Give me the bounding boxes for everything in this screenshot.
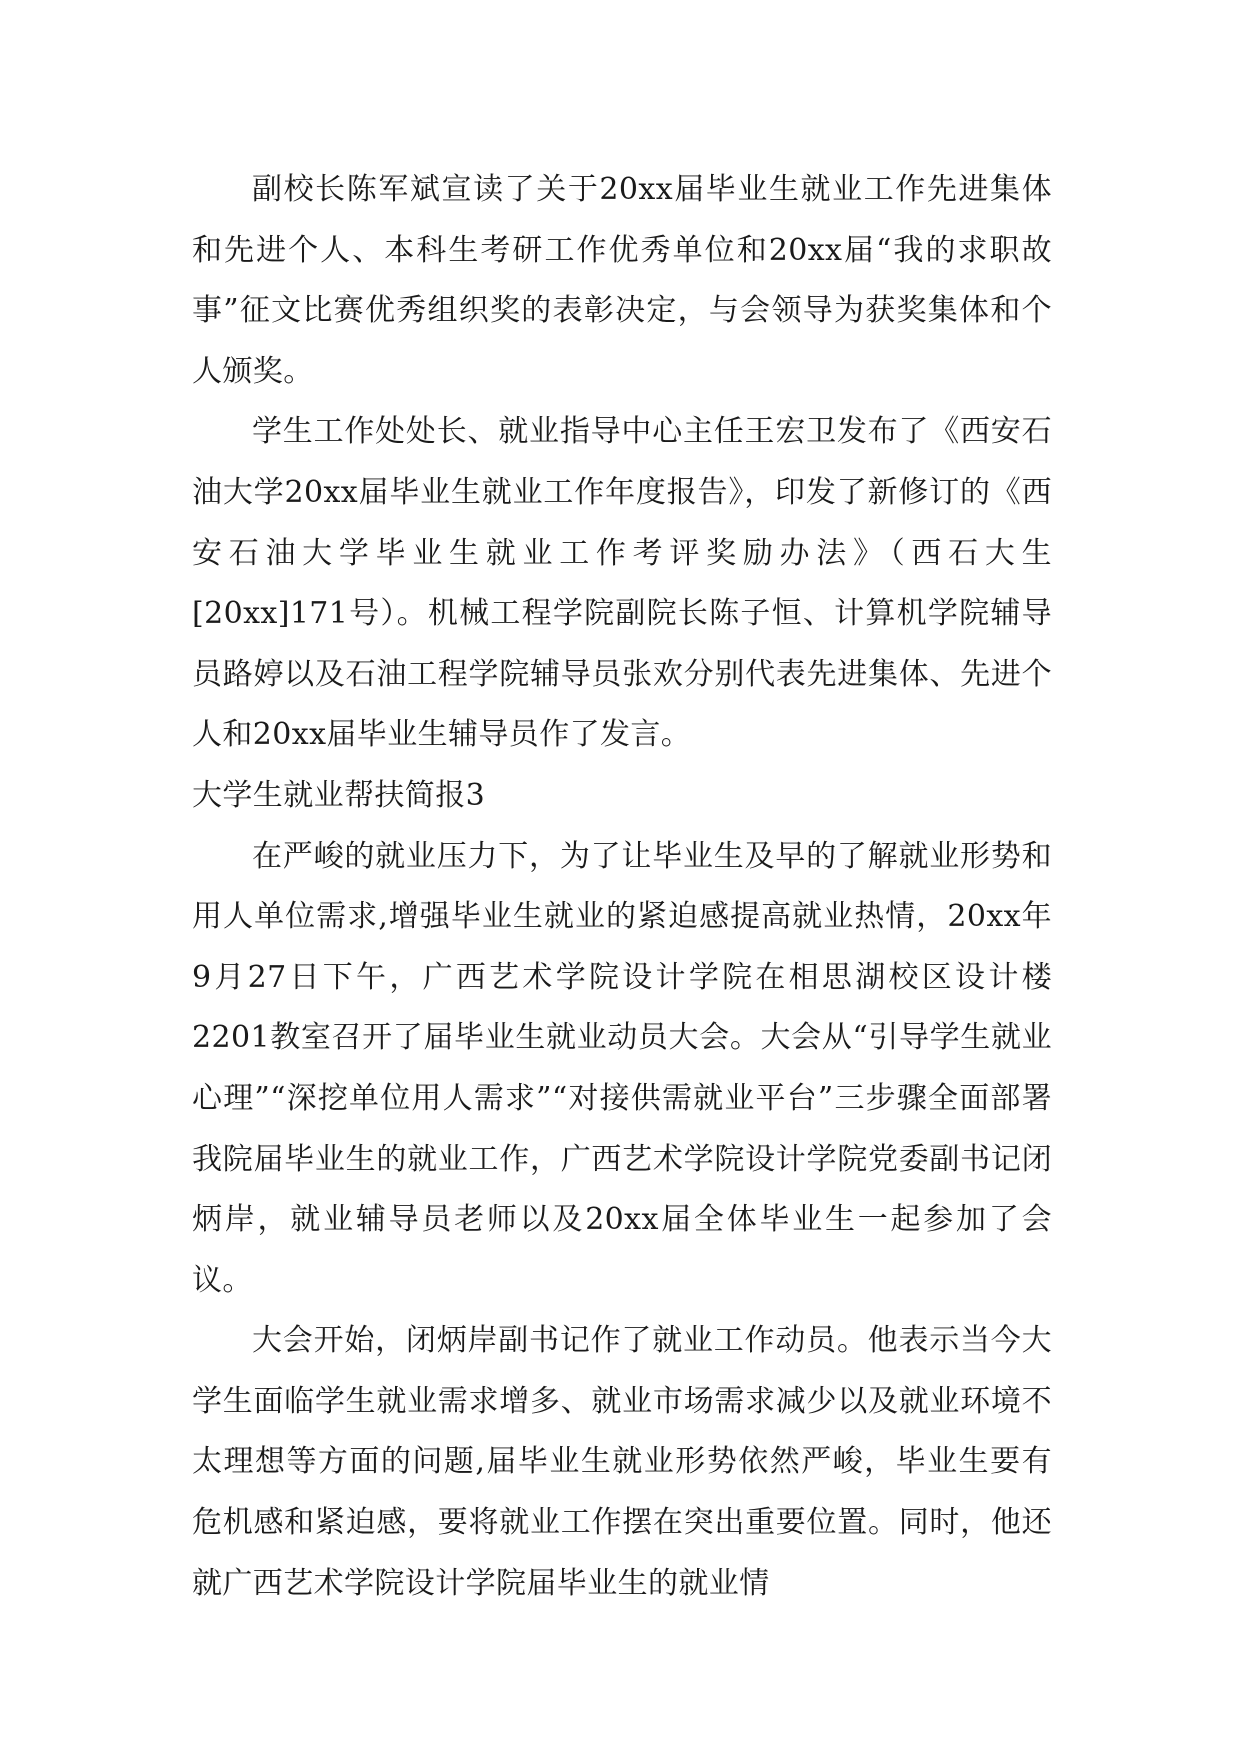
paragraph-mobilization-meeting: 在严峻的就业压力下，为了让毕业生及早的了解就业形势和用人单位需求,增强毕业生就业的紧迫感提高就业热情，20xx年9月27日下午，广西艺术学院设计学院在相思湖校区设计楼2201教室召开了届毕业生就业动员大会。大会从“引导学生就业心理”“深挖单位用人需求”“对接供需就业平台”三步骤全面部署我院届毕业生的就业工作，广西艺术学院设计学院党委副书记闭炳岸，就业辅导员老师以及20xx届全体毕业生一起参加了会议。: [192, 838, 1052, 1298]
section-heading: 大学生就业帮扶简报3: [192, 777, 486, 813]
document-body: [192, 160, 1052, 1614]
paragraph-secretary-speech: 大会开始，闭炳岸副书记作了就业工作动员。他表示当今大学生面临学生就业需求增多、就业市场需求减少以及就业环境不太理想等方面的问题,届毕业生就业形势依然严峻，毕业生要有危机感和紧迫感，要将就业工作摆在突出重要位置。同时，他还就广西艺术学院设计学院届毕业生的就业情: [192, 1323, 1052, 1601]
paragraph-employment-report: 学生工作处处长、就业指导中心主任王宏卫发布了《西安石油大学20xx届毕业生就业工作年度报告》，印发了新修订的《西安石油大学毕业生就业工作考评奖励办法》（西石大生[20xx]171号）。机械工程学院副院长陈子恒、计算机学院辅导员路婷以及石油工程学院辅导员张欢分别代表先进集体、先进个人和20xx届毕业生辅导员作了发言。: [192, 414, 1052, 753]
paragraph-award-ceremony: 副校长陈军斌宣读了关于20xx届毕业生就业工作先进集体和先进个人、本科生考研工作优秀单位和20xx届“我的求职故事”征文比赛优秀组织奖的表彰决定，与会领导为获奖集体和个人颁奖。: [192, 172, 1052, 389]
